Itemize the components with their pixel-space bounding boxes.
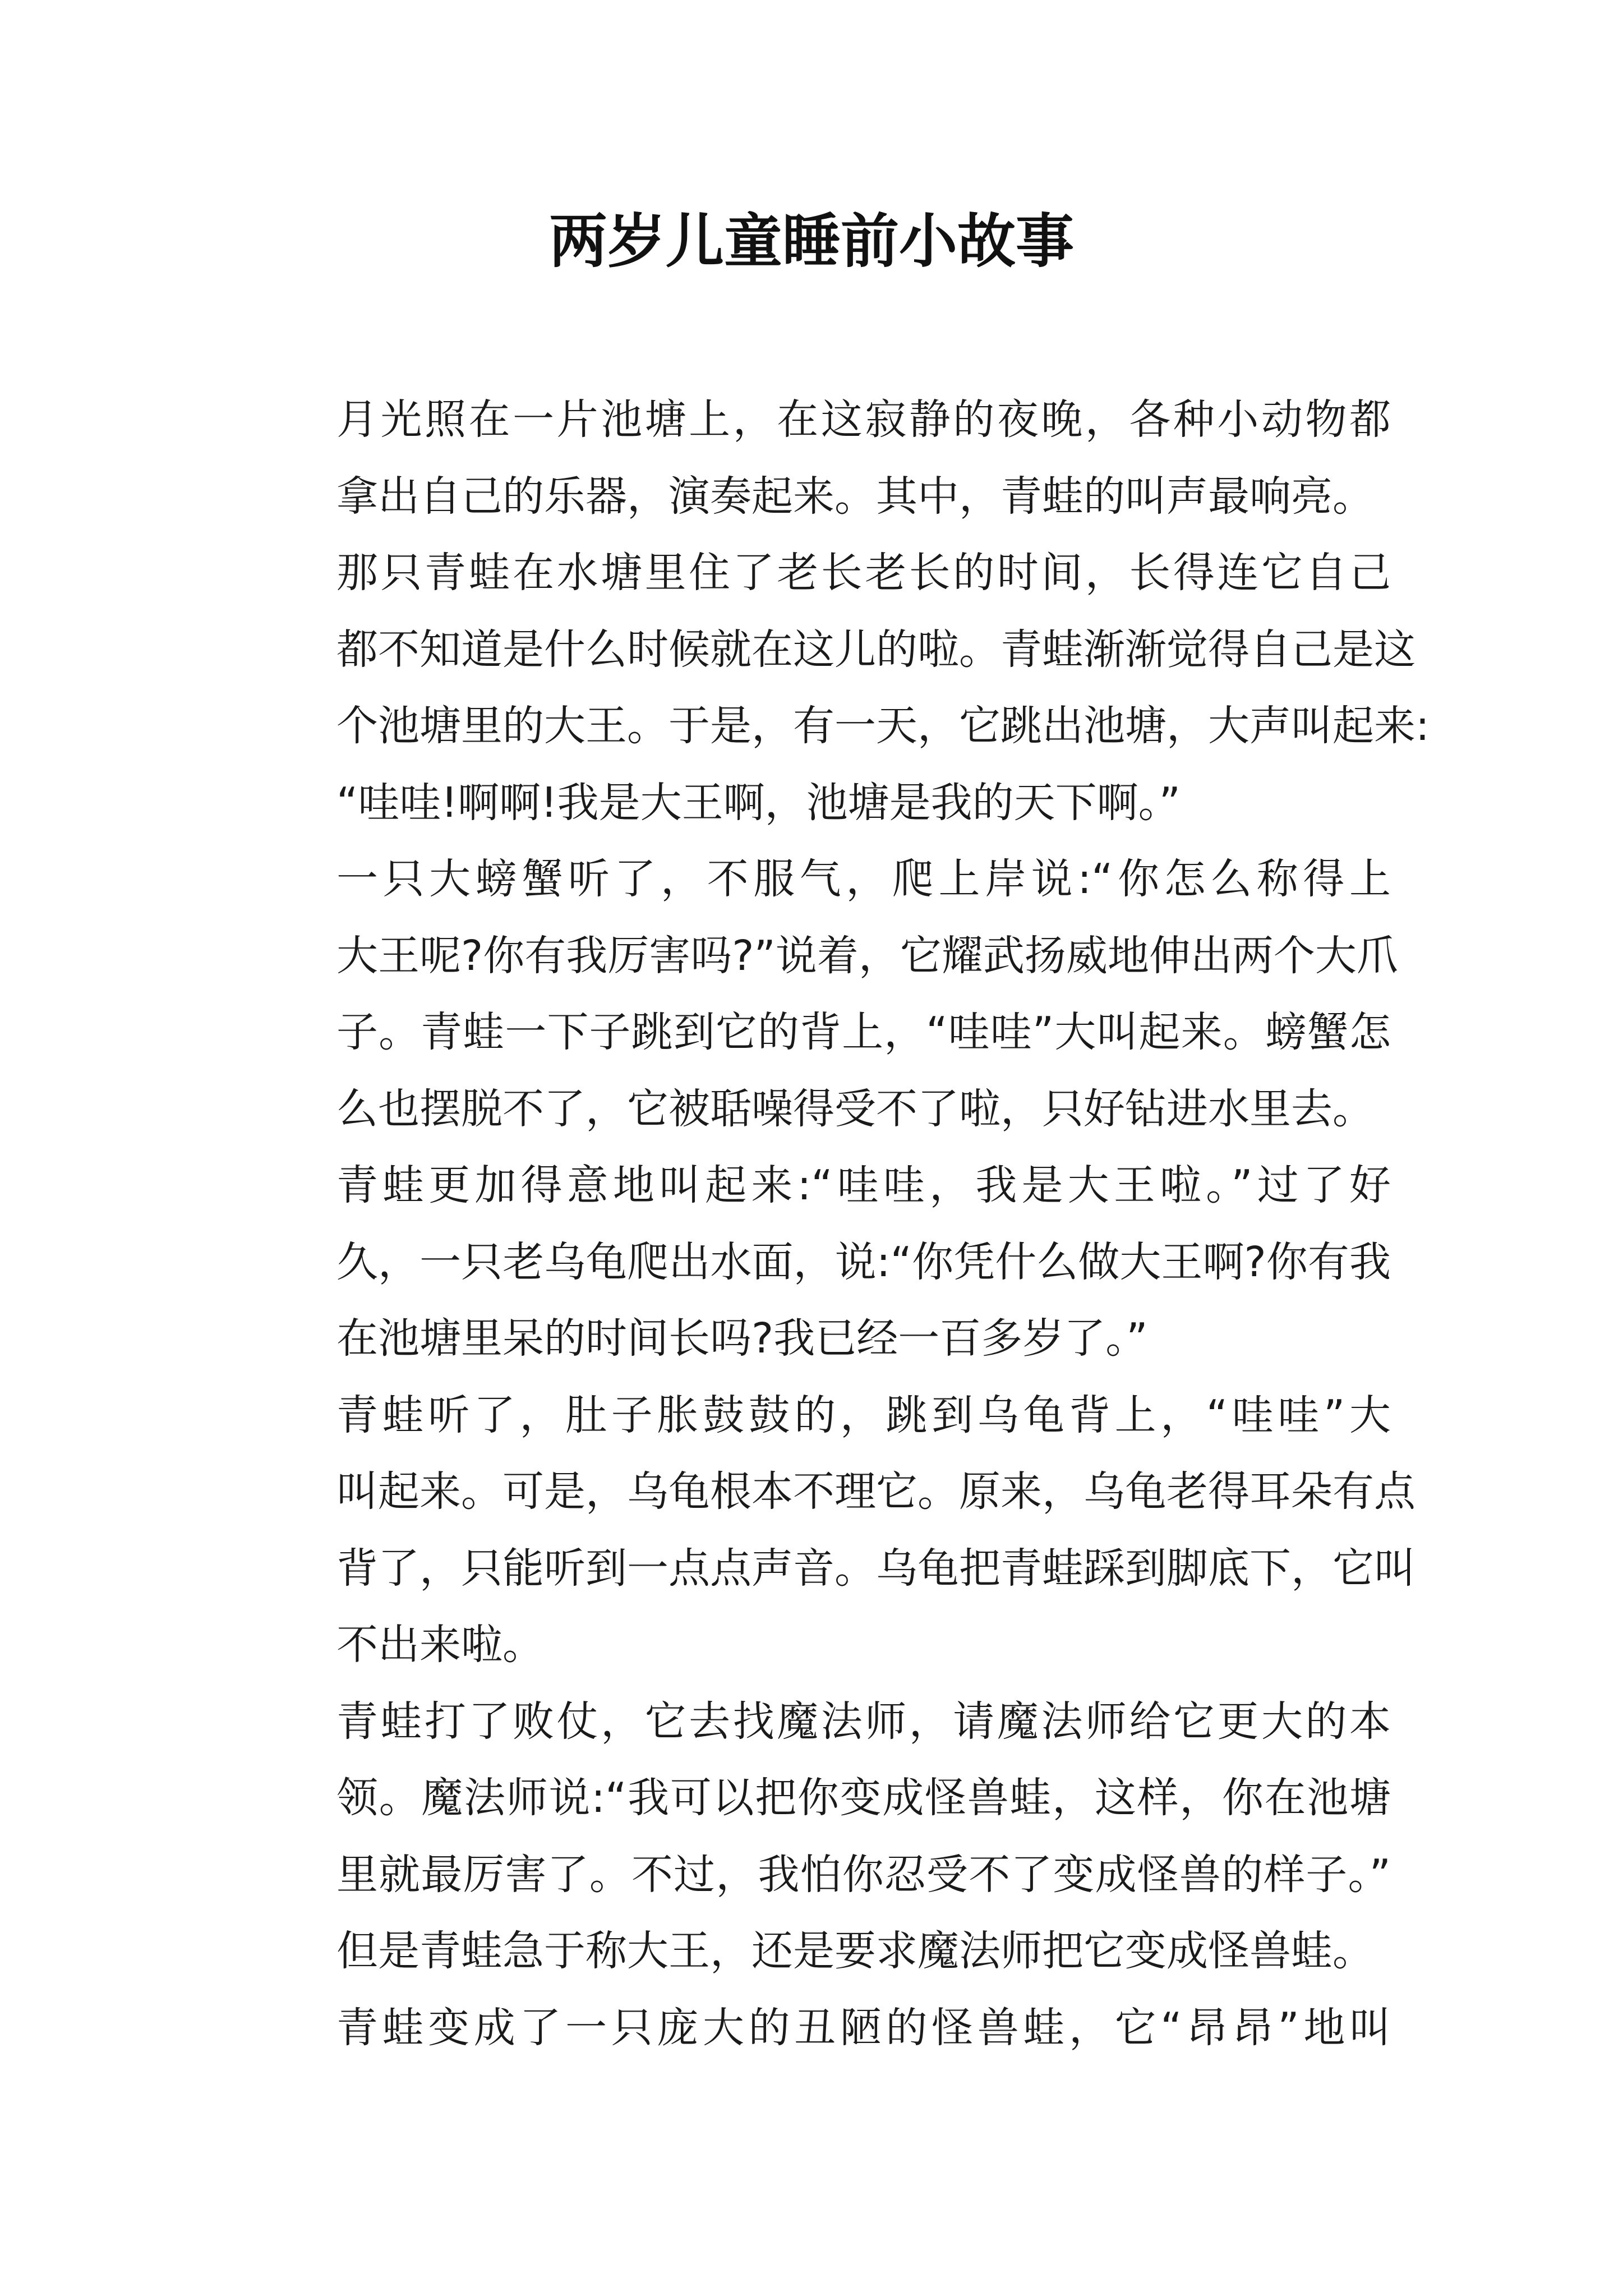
paragraph-7 [247, 1990, 1391, 2067]
text-line: 一只大螃蟹听了，不服气，爬上岸说:“你怎么称得上 [336, 855, 1391, 903]
story-body [247, 381, 1430, 2066]
text-line: 叫起来。可是，乌龟根本不理它。原来，乌龟老得耳朵有点 [336, 1467, 1415, 1516]
text-line: 那只青蛙在水塘里住了老长老长的时间，长得连它自己 [336, 549, 1391, 597]
text-line: 青蛙打了败仗，它去找魔法师，请魔法师给它更大的本 [336, 1697, 1391, 1746]
paragraph-2 [247, 535, 1430, 841]
text-line: “哇哇!啊啊!我是大王啊，池塘是我的天下啊。” [336, 778, 1181, 827]
paragraph-3 [247, 841, 1398, 1147]
paragraph-1 [247, 381, 1391, 535]
document-title: 两岁儿童睡前小故事 [548, 206, 1074, 275]
text-line: 久，一只老乌龟爬出水面，说:“你凭什么做大王啊?你有我 [336, 1237, 1391, 1286]
text-line: 青蛙更加得意地叫起来:“哇哇，我是大王啦。”过了好 [336, 1161, 1391, 1209]
text-line: 不出来啦。 [336, 1621, 544, 1669]
text-line: 背了，只能听到一点点声音。乌龟把青蛙踩到脚底下，它叫 [336, 1544, 1415, 1593]
text-line: 但是青蛙急于称大王，还是要求魔法师把它变成怪兽蛙。 [336, 1927, 1374, 1975]
paragraph-5 [247, 1377, 1415, 1683]
text-line: 都不知道是什么时候就在这儿的啦。青蛙渐渐觉得自己是这 [336, 625, 1415, 674]
text-line: 么也摆脱不了，它被聒噪得受不了啦，只好钻进水里去。 [336, 1084, 1374, 1133]
text-line: 个池塘里的大王。于是，有一天，它跳出池塘，大声叫起来: [336, 702, 1430, 750]
text-line: 大王呢?你有我厉害吗?”说着，它耀武扬威地伸出两个大爪 [336, 931, 1398, 980]
text-line: 月光照在一片池塘上，在这寂静的夜晚，各种小动物都 [336, 395, 1391, 444]
text-line: 拿出自己的乐器，演奏起来。其中，青蛙的叫声最响亮。 [336, 472, 1374, 521]
text-line: 子。青蛙一下子跳到它的背上，“哇哇”大叫起来。螃蟹怎 [336, 1008, 1391, 1056]
paragraph-4 [247, 1147, 1391, 1377]
text-line: 青蛙听了，肚子胀鼓鼓的，跳到乌龟背上，“哇哇”大 [336, 1391, 1391, 1439]
text-line: 里就最厉害了。不过，我怕你忍受不了变成怪兽的样子。” [336, 1850, 1391, 1899]
text-line: 青蛙变成了一只庞大的丑陋的怪兽蛙，它“昂昂”地叫 [336, 2003, 1391, 2052]
paragraph-6 [247, 1683, 1391, 1990]
text-line: 在池塘里呆的时间长吗?我已经一百多岁了。” [336, 1314, 1148, 1363]
text-line: 领。魔法师说:“我可以把你变成怪兽蛙，这样，你在池塘 [336, 1774, 1391, 1822]
